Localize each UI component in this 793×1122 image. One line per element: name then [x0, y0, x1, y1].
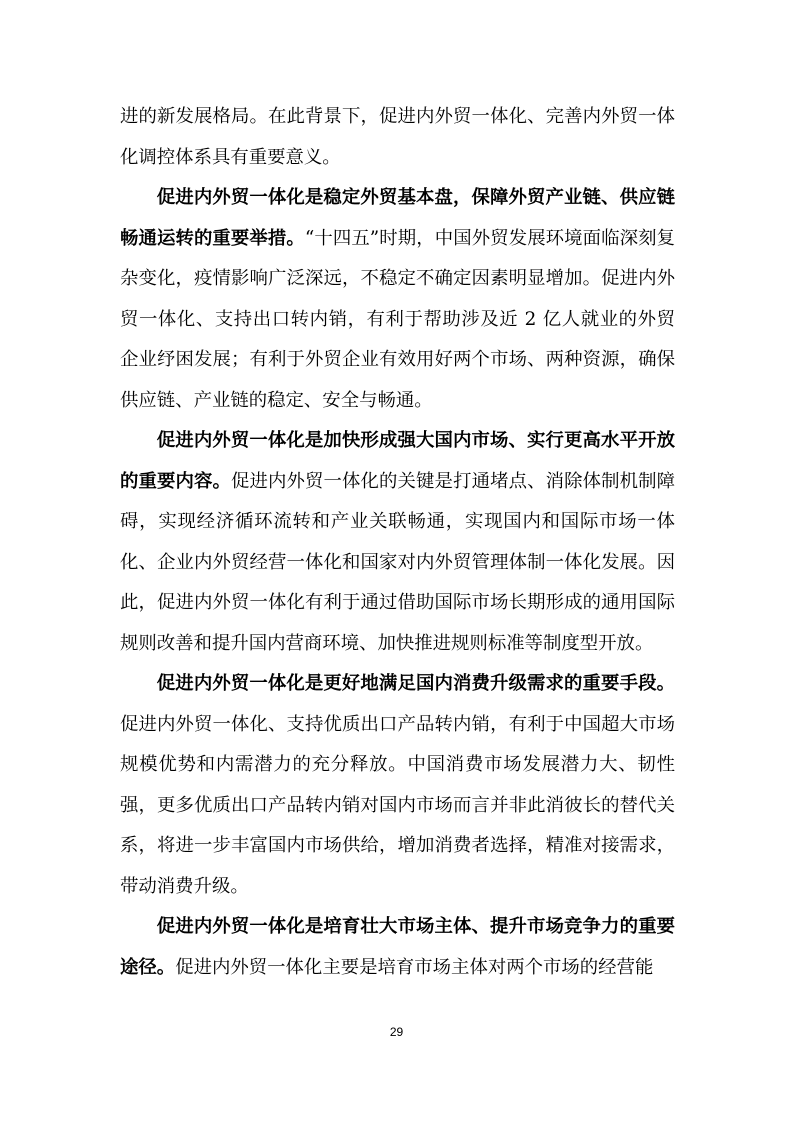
paragraph-market-entities — [120, 907, 675, 988]
page-number: 29 — [389, 1025, 404, 1039]
paragraph-consumption-upgrade — [120, 664, 675, 907]
paragraph-text: 促进内外贸一体化、支持优质出口产品转内销，有利于中国超大市场规模优势和内需潜力的充分释放。中国消费市场发展潜力大、韧性强，更多优质出口产品转内销对国内市场而言并非此消彼长的替代关系，将进一步丰富国内市场供给，增加消费者选择，精准对接需求，带动消费升级。 — [120, 713, 675, 897]
paragraph-text: 促进内外贸一体化主要是培育市场主体对两个市场的经营能 — [175, 956, 654, 978]
paragraph-text: 促进内外贸一体化的关键是打通堵点、消除体制机制障碍，实现经济循环流转和产业关联畅通，实现国内和国际市场一体化、企业内外贸经营一体化和国家对内外贸管理体制一体化发展。因此，促进内外贸一体化有利于通过借助国际市场长期形成的通用国际规则改善和提升国内营商环境、加快推进规则标准等制度型开放。 — [120, 470, 675, 654]
paragraph-heading: 促进内外贸一体化是更好地满足国内消费升级需求的重要手段。 — [156, 673, 675, 694]
paragraph-text: “十四五”时期，中国外贸发展环境面临深刻复杂变化，疫情影响广泛深远，不稳定不确定因素明显增加。促进内外贸一体化、支持出口转内销，有利于帮助涉及近 2 亿人就业的外贸企业纾困发展；有利于外贸企业有效用好两个市场、两种资源，确保供应链、产业链的稳定、安全与畅通。 — [120, 227, 675, 411]
paragraph-heading: 促进内外贸一体化是加快形成强大国内市场、实行更高水平开放的重要内容。 — [120, 430, 675, 492]
paragraph-text: 进的新发展格局。在此背景下，促进内外贸一体化、完善内外贸一体化调控体系具有重要意义。 — [120, 106, 675, 168]
paragraph-domestic-market — [120, 421, 675, 664]
paragraph-heading: 促进内外贸一体化是稳定外贸基本盘，保障外贸产业链、供应链畅通运转的重要举措。 — [120, 187, 675, 249]
paragraph-heading: 促进内外贸一体化是培育壮大市场主体、提升市场竞争力的重要途径。 — [120, 916, 675, 978]
document-body — [120, 97, 675, 988]
paragraph-stabilize-trade — [120, 178, 675, 421]
paragraph-continuation — [120, 97, 675, 178]
